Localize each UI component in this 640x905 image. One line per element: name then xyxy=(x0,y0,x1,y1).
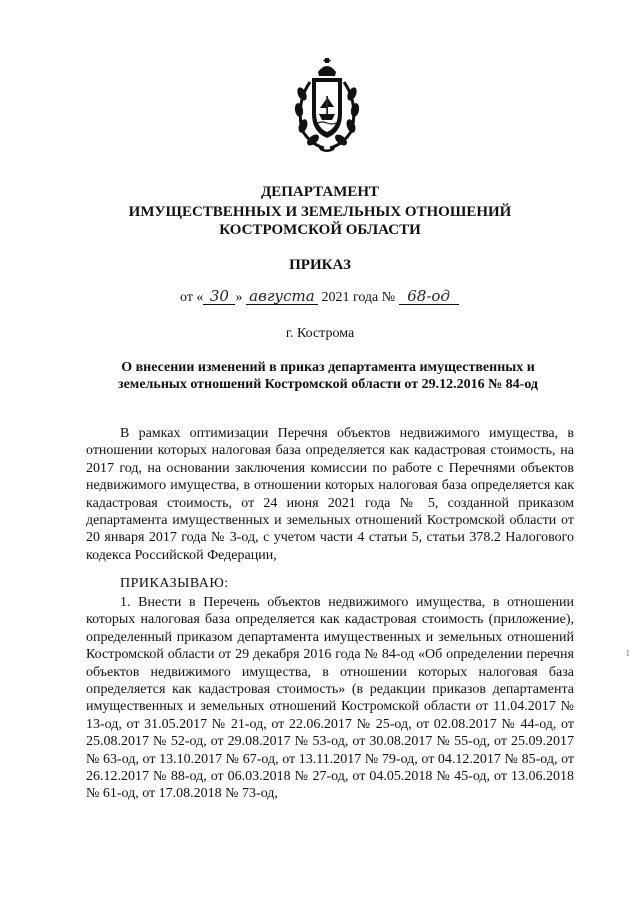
preamble-paragraph: В рамках оптимизации Перечня объектов недвижимого имущества, в отношении которых налоговая база определяется как кадастровая стоимость, на 2017 год, на основании заключения комиссии по работе с Перечнями объектов недвижимого имущества, в отношении которых налоговая база определяется как кадастровая стоимость, от 24 июня 2021 года № 5, созданной приказом департамента имущественных и земельных отношений Костромской области от 20 января 2017 года № 3-од, с учетом части 4 статьи 5, статьи 378.2 Налогового кодекса Российской Федерации, xyxy=(86,426,574,563)
order-month-handwritten: августа xyxy=(246,288,318,305)
order-title: ПРИКАЗ xyxy=(289,257,351,273)
coat-of-arms-icon xyxy=(288,58,366,154)
department-title-line2: ИМУЩЕСТВЕННЫХ И ЗЕМЕЛЬНЫХ ОТНОШЕНИЙ xyxy=(128,204,512,220)
order-subject: О внесении изменений в приказ департамента имущественных и земельных отношений Костромской области от 29.12.2016 № 84-од xyxy=(117,360,539,392)
department-title-line1: ДЕПАРТАМЕНТ xyxy=(260,184,380,200)
order-year-label: 2021 года № xyxy=(321,290,396,305)
order-dateline xyxy=(180,288,459,306)
margin-mark: 1 xyxy=(625,648,630,658)
order-day-handwritten: 30 xyxy=(203,288,235,305)
order-verdict: ПРИКАЗЫВАЮ: xyxy=(120,576,229,591)
from-label: от « xyxy=(180,290,204,305)
department-title-line3: КОСТРОМСКОЙ ОБЛАСТИ xyxy=(219,222,421,238)
clause-1-paragraph: 1. Внести в Перечень объектов недвижимого имущества, в отношении которых налоговая база определяется как кадастровая стоимость (приложение), определенный приказом департамента имущественных и земельных отношений Костромской области от 29 декабря 2016 года № 84-од «Об определении перечня объектов недвижимого имущества, в отношении которых налоговая база определяется как кадастровая стоимость» (в редакции приказов департамента имущественных и земельных отношений Костромской области от 11.04.2017 № 13-од, от 31.05.2017 № 21-од, от 22.06.2017 № 25-од, от 02.08.2017 № 44-од, от 25.08.2017 № 52-од, от 29.08.2017 № 53-од, от 30.08.2017 № 55-од, от 25.09.2017 № 63-од, от 13.10.2017 № 67-од, от 13.11.2017 № 79-од, от 04.12.2017 № 85-од, от 26.12.2017 № 88-од, от 06.03.2018 № 27-од, от 04.05.2018 № 45-од, от 13.06.2018 № 61-од, от 17.08.2018 № 73-од, xyxy=(86,595,574,802)
order-number-handwritten: 68-од xyxy=(399,288,459,305)
order-city: г. Кострома xyxy=(285,326,355,341)
quote-close: » xyxy=(235,290,243,305)
